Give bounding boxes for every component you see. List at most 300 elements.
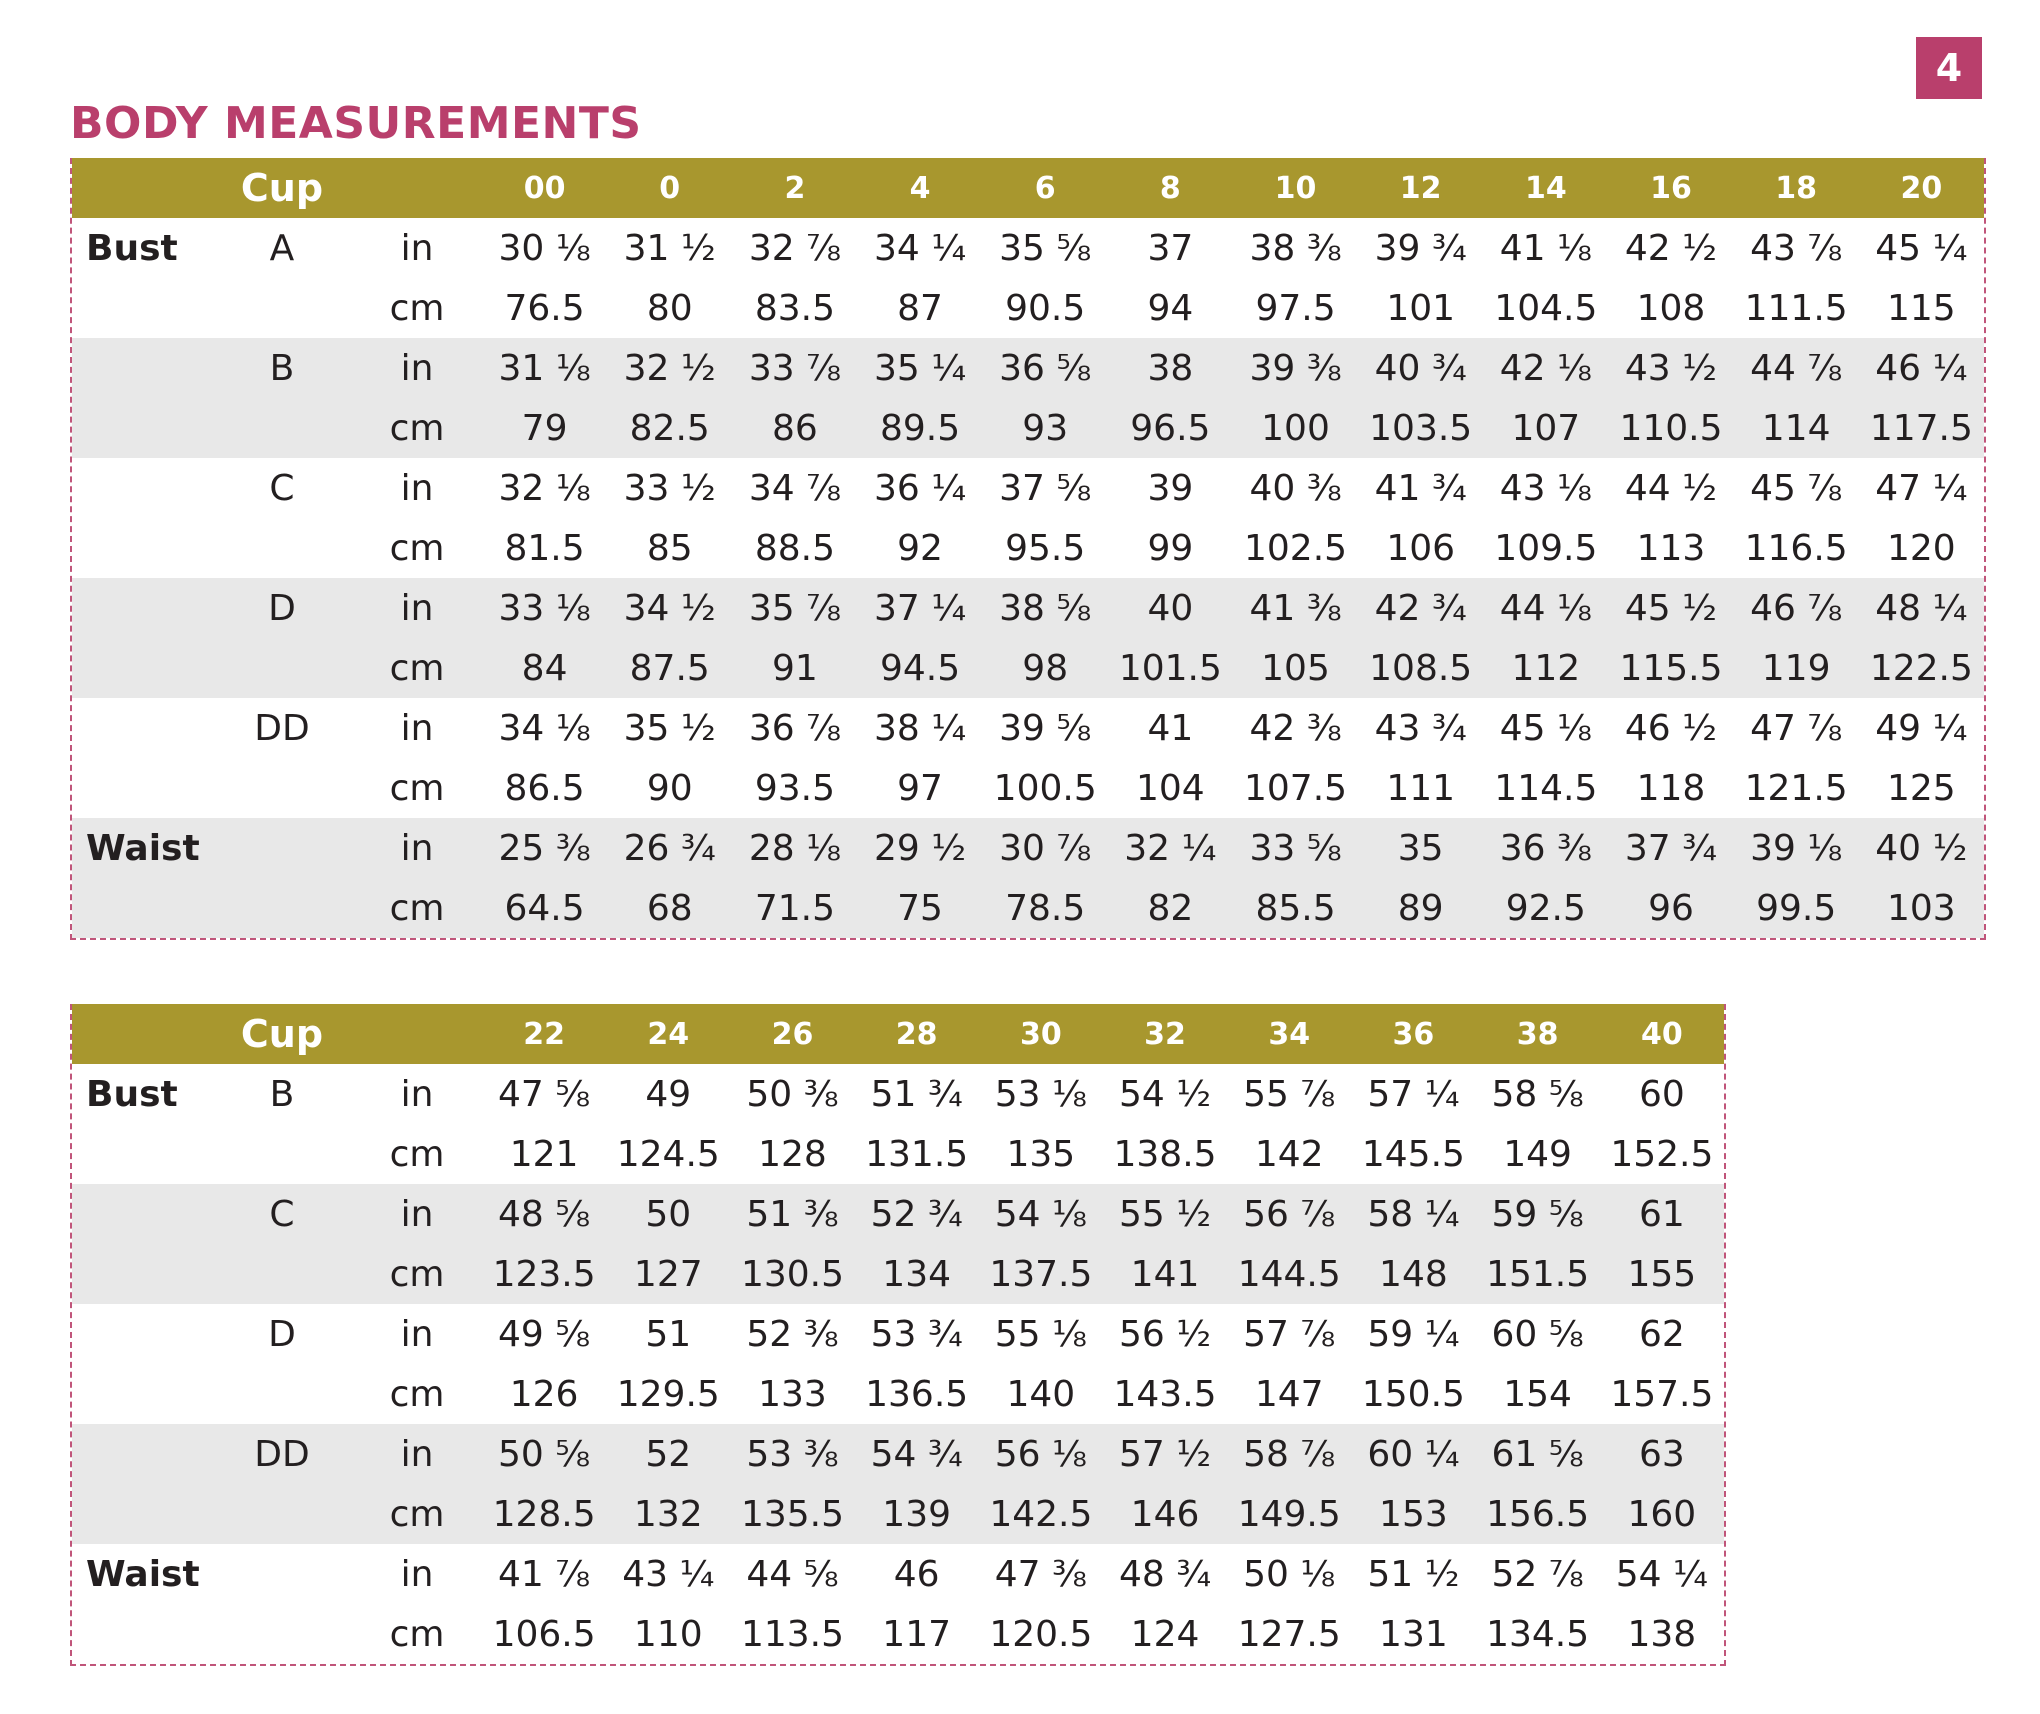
measurement-value: 125 — [1887, 767, 1956, 809]
size-header: 14 — [1483, 158, 1608, 218]
measurement-value: 141 — [1103, 1244, 1227, 1304]
measurement-value: 127 — [606, 1244, 730, 1304]
measurement-value: 156.5 — [1476, 1484, 1600, 1544]
measurement-value: 120.5 — [989, 1613, 1093, 1655]
unit-label: in — [400, 467, 434, 509]
measurement-value: 47 ⅝ — [498, 1073, 591, 1115]
measurement-value: 102.5 — [1243, 527, 1348, 569]
unit-label: in — [400, 227, 434, 269]
measurement-value: 121.5 — [1744, 767, 1848, 809]
measurement-value: 97.5 — [1255, 287, 1336, 329]
measurement-value: 131 — [1379, 1613, 1448, 1655]
measurement-label: Bust — [86, 1073, 178, 1115]
measurement-value: 35 ½ — [623, 707, 716, 749]
unit-label: cm — [352, 1484, 482, 1544]
unit-label: in — [352, 1184, 482, 1244]
measurement-value: 120 — [1887, 527, 1956, 569]
measurement-value: 52 — [606, 1424, 730, 1484]
measurement-value: 40 ¾ — [1358, 338, 1483, 398]
size-header: 2 — [732, 158, 857, 218]
measurement-value: 52 ¾ — [855, 1184, 979, 1244]
measurement-value: 91 — [732, 638, 857, 698]
cup-label — [212, 1364, 352, 1424]
measurement-value: 98 — [983, 638, 1108, 698]
measurement-value: 43 ⅛ — [1499, 467, 1592, 509]
measurement-value: 85 — [646, 527, 693, 569]
measurement-value: 113.5 — [740, 1613, 844, 1655]
measurement-value: 152.5 — [1610, 1133, 1714, 1175]
measurement-value: 110 — [633, 1613, 703, 1655]
measurement-value: 89.5 — [857, 398, 982, 458]
size-header: 10 — [1233, 158, 1358, 218]
measurement-value: 55 ⅛ — [994, 1313, 1087, 1355]
unit-label: cm — [389, 287, 445, 329]
table-row — [72, 1544, 1724, 1604]
table-row — [72, 398, 1984, 458]
measurement-value: 68 — [607, 878, 732, 938]
measurement-value: 41 — [1147, 707, 1194, 749]
measurement-value: 105 — [1233, 638, 1358, 698]
measurement-value: 46 ¼ — [1859, 338, 1984, 398]
measurement-value: 38 ¼ — [873, 707, 967, 749]
measurement-value: 80 — [646, 287, 693, 329]
measurement-value: 51 ⅜ — [730, 1184, 854, 1244]
measurement-value: 90.5 — [1005, 287, 1086, 329]
cup-label — [212, 1244, 352, 1304]
cup-label: D — [268, 1313, 296, 1355]
measurement-value: 81.5 — [504, 527, 585, 569]
measurement-value: 51 ½ — [1367, 1553, 1460, 1595]
table-row — [72, 1304, 1724, 1364]
measurement-value: 55 ½ — [1103, 1184, 1227, 1244]
size-header: 12 — [1358, 158, 1483, 218]
measurement-value: 130.5 — [730, 1244, 854, 1304]
measurement-value: 148 — [1351, 1244, 1475, 1304]
measurement-value: 33 ⅛ — [482, 578, 607, 638]
measurement-value: 79 — [482, 398, 607, 458]
measurement-value: 109.5 — [1494, 527, 1598, 569]
measurement-value: 117 — [882, 1613, 952, 1655]
size-header: 4 — [857, 158, 982, 218]
measurement-value: 117.5 — [1859, 398, 1984, 458]
unit-label: in — [400, 707, 434, 749]
measurement-value: 36 ¼ — [873, 467, 967, 509]
unit-label: in — [352, 578, 482, 638]
measurement-value: 86.5 — [504, 767, 585, 809]
measurement-value: 48 ¾ — [1118, 1553, 1212, 1595]
measurement-value: 34 ⅞ — [748, 467, 841, 509]
measurement-value: 52 ⅜ — [746, 1313, 839, 1355]
measurement-label — [72, 578, 212, 638]
measurement-value: 37 ¼ — [857, 578, 982, 638]
measurement-value: 78.5 — [983, 878, 1108, 938]
measurement-label — [72, 1184, 212, 1244]
measurement-value: 62 — [1638, 1313, 1685, 1355]
measurement-label — [72, 1424, 212, 1484]
measurement-value: 116.5 — [1744, 527, 1848, 569]
unit-label: cm — [389, 527, 445, 569]
measurement-value: 71.5 — [732, 878, 857, 938]
table-row — [72, 458, 1984, 518]
measurement-value: 126 — [509, 1373, 579, 1415]
measurement-value: 37 ⅝ — [999, 467, 1092, 509]
size-header: 8 — [1108, 158, 1233, 218]
measurement-value: 154 — [1503, 1373, 1572, 1415]
measurement-value: 139 — [855, 1484, 979, 1544]
measurement-value: 33 ⅝ — [1233, 818, 1358, 878]
measurement-value: 137.5 — [979, 1244, 1103, 1304]
cup-label — [212, 518, 352, 578]
measurement-value: 104.5 — [1494, 287, 1598, 329]
measurement-value: 96.5 — [1108, 398, 1233, 458]
measurement-value: 45 ⅛ — [1499, 707, 1592, 749]
size-header: 22 — [482, 1004, 606, 1064]
measurement-label — [72, 338, 212, 398]
table-row — [72, 878, 1984, 938]
measurement-value: 151.5 — [1476, 1244, 1600, 1304]
measurement-value: 155 — [1600, 1244, 1724, 1304]
size-header: 18 — [1734, 158, 1859, 218]
table-row — [72, 1604, 1724, 1664]
measurement-value: 44 ⅞ — [1734, 338, 1859, 398]
cup-label: B — [269, 1073, 295, 1115]
measurement-value: 35 ⅞ — [732, 578, 857, 638]
header-blank — [72, 158, 212, 218]
measurement-value: 48 ¼ — [1859, 578, 1984, 638]
measurement-value: 34 ⅛ — [498, 707, 591, 749]
measurement-value: 32 ½ — [607, 338, 732, 398]
measurement-value: 34 ½ — [607, 578, 732, 638]
measurement-value: 135.5 — [730, 1484, 854, 1544]
measurement-value: 32 ¼ — [1108, 818, 1233, 878]
measurement-value: 36 ⅞ — [748, 707, 841, 749]
measurement-value: 61 — [1600, 1184, 1724, 1244]
measurement-value: 108 — [1636, 287, 1706, 329]
unit-label: cm — [352, 878, 482, 938]
measurement-value: 115.5 — [1608, 638, 1733, 698]
measurement-value: 48 ⅝ — [482, 1184, 606, 1244]
measurement-value: 107 — [1483, 398, 1608, 458]
measurement-value: 94 — [1147, 287, 1194, 329]
measurement-value: 41 ⅞ — [498, 1553, 591, 1595]
table-row — [72, 638, 1984, 698]
measurement-value: 44 ⅝ — [746, 1553, 839, 1595]
size-header: 0 — [607, 158, 732, 218]
measurement-value: 103 — [1859, 878, 1984, 938]
measurement-value: 41 ¾ — [1374, 467, 1467, 509]
unit-label: cm — [352, 1244, 482, 1304]
measurement-value: 93.5 — [754, 767, 835, 809]
measurement-label — [72, 1484, 212, 1544]
measurement-value: 52 ⅞ — [1491, 1553, 1584, 1595]
measurement-value: 97 — [897, 767, 943, 809]
measurement-value: 104 — [1136, 767, 1205, 809]
measurement-value: 43 ¾ — [1374, 707, 1467, 749]
cup-label — [212, 1124, 352, 1184]
measurement-value: 146 — [1103, 1484, 1227, 1544]
measurement-label — [72, 638, 212, 698]
measurement-value: 83.5 — [754, 287, 835, 329]
measurement-label — [72, 1244, 212, 1304]
measurement-value: 45 ⅞ — [1750, 467, 1843, 509]
measurement-value: 46 ½ — [1624, 707, 1718, 749]
measurement-value: 134.5 — [1486, 1613, 1590, 1655]
measurement-value: 63 — [1600, 1424, 1724, 1484]
measurement-value: 138.5 — [1113, 1133, 1217, 1175]
measurement-value: 40 ⅜ — [1249, 467, 1342, 509]
measurement-value: 124.5 — [616, 1133, 720, 1175]
measurement-value: 129.5 — [616, 1373, 720, 1415]
measurement-label — [72, 1124, 212, 1184]
measurement-value: 142 — [1254, 1133, 1324, 1175]
measurement-value: 32 ⅞ — [748, 227, 841, 269]
cup-label — [212, 638, 352, 698]
header-blank — [352, 158, 482, 218]
cup-label: C — [212, 1184, 352, 1244]
cup-label — [212, 1544, 352, 1604]
measurement-value: 89 — [1358, 878, 1483, 938]
measurement-value: 157.5 — [1610, 1373, 1714, 1415]
cup-label — [212, 1484, 352, 1544]
measurement-value: 25 ⅜ — [482, 818, 607, 878]
measurement-value: 37 ¾ — [1608, 818, 1733, 878]
measurement-value: 110.5 — [1608, 398, 1733, 458]
measurement-value: 40 — [1108, 578, 1233, 638]
measurement-value: 58 ⅞ — [1227, 1424, 1351, 1484]
unit-label: in — [352, 818, 482, 878]
measurement-label — [72, 458, 212, 518]
measurement-value: 106.5 — [492, 1613, 596, 1655]
measurement-value: 39 ⅝ — [999, 707, 1092, 749]
measurement-value: 145.5 — [1361, 1133, 1465, 1175]
size-header: 30 — [979, 1004, 1103, 1064]
page-number-badge: 4 — [1916, 37, 1982, 99]
measurement-value: 53 ⅜ — [730, 1424, 854, 1484]
measurement-value: 58 ¼ — [1351, 1184, 1475, 1244]
measurement-value: 118 — [1636, 767, 1706, 809]
measurement-value: 88.5 — [754, 527, 835, 569]
measurement-value: 132 — [606, 1484, 730, 1544]
measurement-value: 92.5 — [1483, 878, 1608, 938]
measurement-value: 43 ½ — [1608, 338, 1733, 398]
cup-label — [212, 818, 352, 878]
measurements-table-sizes-22-40 — [70, 1004, 1726, 1666]
measurement-value: 56 ½ — [1118, 1313, 1212, 1355]
measurement-value: 111.5 — [1744, 287, 1848, 329]
measurement-value: 49 ¼ — [1875, 707, 1968, 749]
measurements-table-sizes-00-20 — [70, 158, 1986, 940]
table-row — [72, 338, 1984, 398]
measurement-value: 29 ½ — [857, 818, 982, 878]
measurement-value: 39 ¾ — [1374, 227, 1467, 269]
measurement-value: 149.5 — [1227, 1484, 1351, 1544]
measurement-label — [72, 758, 212, 818]
measurement-value: 100.5 — [993, 767, 1097, 809]
measurement-value: 100 — [1233, 398, 1358, 458]
unit-label: cm — [389, 767, 445, 809]
measurement-label — [72, 398, 212, 458]
measurement-value: 43 ⅞ — [1750, 227, 1843, 269]
measurement-value: 33 ½ — [623, 467, 716, 509]
table-row — [72, 1364, 1724, 1424]
measurement-value: 142.5 — [979, 1484, 1103, 1544]
cup-label — [212, 278, 352, 338]
cup-label — [212, 1604, 352, 1664]
size-header: 24 — [606, 1004, 730, 1064]
measurement-label — [72, 1604, 212, 1664]
page-title: BODY MEASUREMENTS — [70, 98, 642, 149]
measurement-value: 153 — [1351, 1484, 1475, 1544]
size-header: 38 — [1476, 1004, 1600, 1064]
measurement-value: 76.5 — [504, 287, 585, 329]
header-row — [72, 158, 1984, 218]
measurement-value: 53 ¾ — [870, 1313, 963, 1355]
table-row — [72, 1424, 1724, 1484]
measurement-value: 160 — [1600, 1484, 1724, 1544]
measurement-value: 55 ⅞ — [1243, 1073, 1336, 1115]
measurement-value: 75 — [857, 878, 982, 938]
measurement-value: 61 ⅝ — [1476, 1424, 1600, 1484]
table-row — [72, 218, 1984, 278]
unit-label: cm — [389, 1613, 445, 1655]
unit-label: in — [352, 338, 482, 398]
measurement-value: 32 ⅛ — [498, 467, 591, 509]
measurement-value: 92 — [897, 527, 943, 569]
measurement-value: 85.5 — [1233, 878, 1358, 938]
cup-header: Cup — [212, 158, 352, 218]
measurement-value: 56 ⅞ — [1227, 1184, 1351, 1244]
measurement-value: 106 — [1386, 527, 1456, 569]
measurement-value: 101.5 — [1108, 638, 1233, 698]
measurement-value: 114 — [1734, 398, 1859, 458]
measurement-value: 46 — [893, 1553, 940, 1595]
measurement-value: 44 ½ — [1624, 467, 1718, 509]
header-blank — [352, 1004, 482, 1064]
cup-header: Cup — [212, 1004, 352, 1064]
measurement-value: 36 ⅜ — [1483, 818, 1608, 878]
measurement-label: Waist — [86, 1553, 200, 1595]
measurement-value: 38 — [1108, 338, 1233, 398]
measurement-value: 103.5 — [1358, 398, 1483, 458]
cup-label: B — [212, 338, 352, 398]
table-row — [72, 698, 1984, 758]
measurement-value: 127.5 — [1237, 1613, 1341, 1655]
measurement-value: 143.5 — [1113, 1373, 1217, 1415]
unit-label: in — [400, 1313, 434, 1355]
measurement-value: 50 ⅛ — [1243, 1553, 1336, 1595]
cup-label: D — [212, 578, 352, 638]
unit-label: in — [400, 1073, 434, 1115]
measurement-value: 138 — [1627, 1613, 1697, 1655]
measurement-value: 119 — [1734, 638, 1859, 698]
measurement-label — [72, 518, 212, 578]
measurement-value: 45 ½ — [1608, 578, 1733, 638]
measurement-value: 96 — [1608, 878, 1733, 938]
table-row — [72, 278, 1984, 338]
table-row — [72, 758, 1984, 818]
table-row — [72, 1124, 1724, 1184]
measurement-value: 101 — [1386, 287, 1456, 329]
measurement-value: 59 ¼ — [1367, 1313, 1460, 1355]
measurement-value: 51 — [645, 1313, 692, 1355]
measurement-value: 37 — [1147, 227, 1194, 269]
cup-label — [212, 398, 352, 458]
measurement-value: 50 ⅝ — [482, 1424, 606, 1484]
measurement-value: 33 ⅞ — [732, 338, 857, 398]
size-header: 6 — [983, 158, 1108, 218]
size-header: 20 — [1859, 158, 1984, 218]
size-header: 40 — [1600, 1004, 1724, 1064]
measurement-value: 42 ½ — [1624, 227, 1718, 269]
measurement-value: 42 ⅜ — [1249, 707, 1342, 749]
unit-label: cm — [352, 398, 482, 458]
measurement-value: 35 — [1358, 818, 1483, 878]
measurement-value: 128 — [758, 1133, 827, 1175]
measurement-value: 108.5 — [1358, 638, 1483, 698]
measurement-value: 84 — [482, 638, 607, 698]
measurement-value: 82 — [1108, 878, 1233, 938]
measurement-value: 124 — [1130, 1613, 1200, 1655]
measurement-value: 42 ⅛ — [1483, 338, 1608, 398]
measurement-label: Waist — [72, 818, 212, 878]
measurement-value: 38 ⅝ — [983, 578, 1108, 638]
measurement-value: 31 ⅛ — [482, 338, 607, 398]
measurement-value: 122.5 — [1859, 638, 1984, 698]
measurement-value: 38 ⅜ — [1249, 227, 1342, 269]
table-row — [72, 818, 1984, 878]
measurement-value: 49 ⅝ — [498, 1313, 591, 1355]
measurement-value: 44 ⅛ — [1483, 578, 1608, 638]
measurement-value: 135 — [1006, 1133, 1076, 1175]
measurement-value: 64.5 — [482, 878, 607, 938]
measurement-value: 35 ⅝ — [999, 227, 1092, 269]
unit-label: cm — [352, 638, 482, 698]
measurement-value: 26 ¾ — [607, 818, 732, 878]
unit-label: cm — [389, 1373, 445, 1415]
measurement-value: 47 ⅜ — [994, 1553, 1087, 1595]
measurement-value: 53 ⅛ — [994, 1073, 1087, 1115]
measurement-value: 99.5 — [1734, 878, 1859, 938]
measurement-value: 47 ¼ — [1875, 467, 1968, 509]
measurement-value: 31 ½ — [623, 227, 716, 269]
measurement-value: 41 ⅛ — [1499, 227, 1592, 269]
measurement-value: 107.5 — [1243, 767, 1348, 809]
measurement-value: 82.5 — [607, 398, 732, 458]
measurement-value: 121 — [509, 1133, 579, 1175]
measurement-value: 46 ⅞ — [1734, 578, 1859, 638]
measurement-value: 128.5 — [482, 1484, 606, 1544]
measurement-value: 150.5 — [1361, 1373, 1465, 1415]
measurement-value: 54 ¾ — [855, 1424, 979, 1484]
measurement-label — [72, 1304, 212, 1364]
measurement-label — [72, 878, 212, 938]
measurement-value: 45 ¼ — [1875, 227, 1968, 269]
cup-label: A — [269, 227, 295, 269]
table-row — [72, 1484, 1724, 1544]
measurement-label — [72, 278, 212, 338]
size-header: 36 — [1351, 1004, 1475, 1064]
measurement-value: 94.5 — [857, 638, 982, 698]
unit-label: in — [400, 1553, 434, 1595]
measurement-value: 113 — [1636, 527, 1706, 569]
measurement-value: 41 ⅜ — [1233, 578, 1358, 638]
measurement-value: 149 — [1503, 1133, 1572, 1175]
measurement-value: 114.5 — [1494, 767, 1598, 809]
measurement-value: 36 ⅝ — [983, 338, 1108, 398]
measurement-value: 136.5 — [865, 1373, 969, 1415]
table-row — [72, 578, 1984, 638]
measurement-value: 57 ¼ — [1367, 1073, 1460, 1115]
